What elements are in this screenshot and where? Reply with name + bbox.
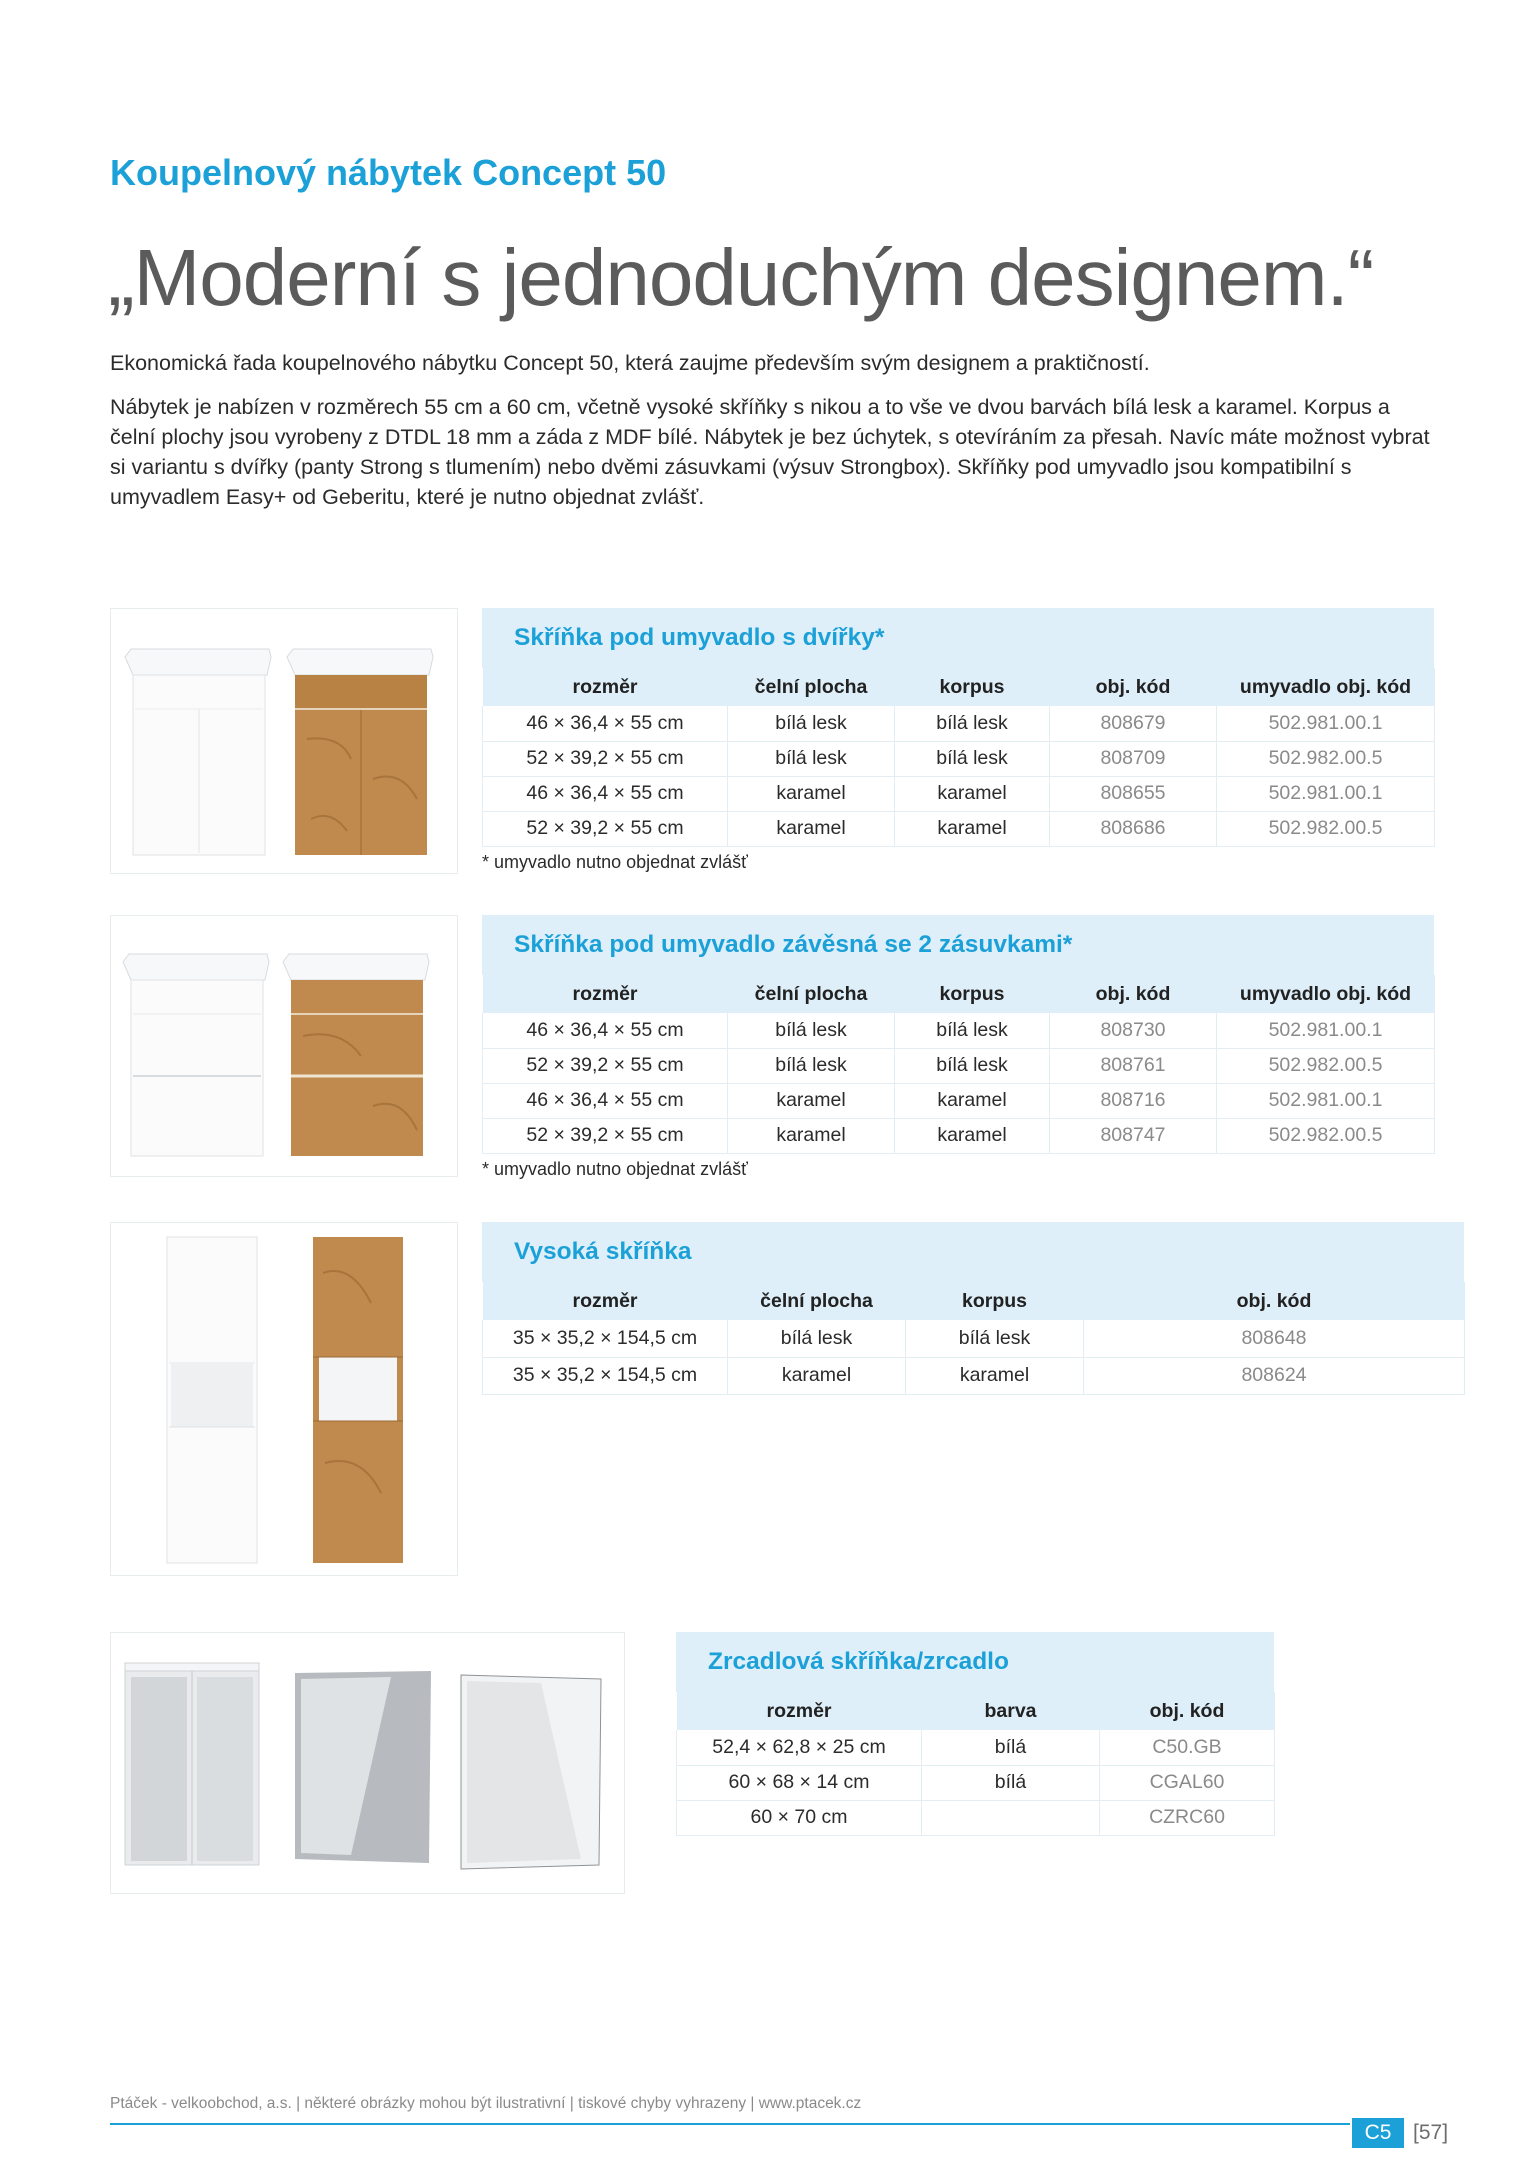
table-row (483, 1357, 1465, 1394)
column-headers (483, 1282, 1465, 1320)
table-mirrors (676, 1632, 1274, 1836)
column-header: rozměr (677, 1692, 922, 1730)
cell-body: bílá lesk (895, 1048, 1050, 1083)
cell-front: karamel (728, 1083, 895, 1118)
cell-size: 52 × 39,2 × 55 cm (483, 1118, 728, 1153)
column-header: obj. kód (1050, 975, 1217, 1013)
cell-basin-code: 502.981.00.1 (1217, 1013, 1435, 1048)
cell-order-code: 808747 (1050, 1118, 1217, 1153)
cell-basin-code: 502.981.00.1 (1217, 1083, 1435, 1118)
data-table (482, 975, 1435, 1154)
intro-text (110, 348, 1440, 526)
product-photo-mirrors (110, 1632, 625, 1894)
intro-paragraph-1: Ekonomická řada koupelnového nábytku Concept 50, která zaujme především svým designem a praktičností. (110, 351, 1150, 375)
cell-size: 46 × 36,4 × 55 cm (483, 776, 728, 811)
cell-body: karamel (895, 1118, 1050, 1153)
cell-order-code: CZRC60 (1100, 1800, 1275, 1835)
cell-front: karamel (728, 1118, 895, 1153)
cell-size: 52,4 × 62,8 × 25 cm (677, 1730, 922, 1765)
cell-order-code: 808686 (1050, 811, 1217, 846)
cell-order-code: 808761 (1050, 1048, 1217, 1083)
column-header: čelní plocha (728, 668, 895, 706)
table-title: Vysoká skříňka (514, 1238, 692, 1265)
footer-divider (110, 2123, 1350, 2125)
column-headers (483, 668, 1435, 706)
cell-front: bílá lesk (728, 1320, 906, 1357)
table-drawer-cabinets (482, 915, 1434, 1154)
table-row (483, 1320, 1465, 1357)
door-cabinet-illustration (111, 609, 459, 875)
cell-body: bílá lesk (906, 1320, 1084, 1357)
cell-body: karamel (895, 776, 1050, 811)
cell-front: bílá lesk (728, 741, 895, 776)
table-row (483, 1118, 1435, 1153)
column-header: barva (922, 1692, 1100, 1730)
cell-basin-code: 502.982.00.5 (1217, 1118, 1435, 1153)
column-header: korpus (895, 975, 1050, 1013)
product-photo-door-cabinets (110, 608, 458, 874)
table-title: Skříňka pod umyvadlo s dvířky* (514, 624, 885, 651)
cell-front: karamel (728, 776, 895, 811)
table-footnote: * umyvadlo nutno objednat zvlášť (482, 852, 748, 872)
section-tab: C5 (1352, 2118, 1404, 2148)
drawer-cabinet-illustration (111, 916, 459, 1178)
cell-order-code: 808679 (1050, 706, 1217, 741)
cell-front: bílá lesk (728, 1013, 895, 1048)
cell-front: karamel (728, 811, 895, 846)
cell-size: 52 × 39,2 × 55 cm (483, 741, 728, 776)
table-title: Skříňka pod umyvadlo závěsná se 2 zásuvkami* (514, 931, 1073, 958)
product-photo-drawer-cabinets (110, 915, 458, 1177)
cell-basin-code: 502.981.00.1 (1217, 776, 1435, 811)
column-header: obj. kód (1100, 1692, 1275, 1730)
column-header: korpus (895, 668, 1050, 706)
cell-body: karamel (906, 1357, 1084, 1394)
cell-size: 46 × 36,4 × 55 cm (483, 706, 728, 741)
column-header: umyvadlo obj. kód (1217, 975, 1435, 1013)
table-row (483, 741, 1435, 776)
cell-color (922, 1800, 1100, 1835)
cell-size: 46 × 36,4 × 55 cm (483, 1083, 728, 1118)
column-header: rozměr (483, 1282, 728, 1320)
cell-order-code: 808730 (1050, 1013, 1217, 1048)
cell-body: karamel (895, 1083, 1050, 1118)
cell-body: bílá lesk (895, 741, 1050, 776)
table-row (483, 1013, 1435, 1048)
column-header: rozměr (483, 975, 728, 1013)
cell-basin-code: 502.982.00.5 (1217, 741, 1435, 776)
table-header (676, 1632, 1274, 1692)
table-row (483, 811, 1435, 846)
table-title: Zrcadlová skříňka/zrcadlo (708, 1648, 1009, 1675)
cell-body: bílá lesk (895, 1013, 1050, 1048)
cell-front: karamel (728, 1357, 906, 1394)
table-door-cabinets (482, 608, 1434, 847)
data-table (482, 1282, 1465, 1395)
table-tall-cabinets (482, 1222, 1464, 1395)
cell-size: 60 × 68 × 14 cm (677, 1765, 922, 1800)
table-header (482, 1222, 1464, 1282)
page-number: [57] (1413, 2121, 1449, 2144)
cell-order-code: 808709 (1050, 741, 1217, 776)
tall-cabinet-illustration (111, 1223, 459, 1577)
cell-order-code: 808648 (1084, 1320, 1465, 1357)
cell-size: 35 × 35,2 × 154,5 cm (483, 1357, 728, 1394)
column-header: umyvadlo obj. kód (1217, 668, 1435, 706)
column-header: obj. kód (1084, 1282, 1465, 1320)
column-header: čelní plocha (728, 1282, 906, 1320)
column-headers (677, 1692, 1275, 1730)
column-header: čelní plocha (728, 975, 895, 1013)
data-table (482, 668, 1435, 847)
cell-size: 35 × 35,2 × 154,5 cm (483, 1320, 728, 1357)
table-row (677, 1800, 1275, 1835)
cell-order-code: CGAL60 (1100, 1765, 1275, 1800)
table-row (483, 776, 1435, 811)
table-row (677, 1765, 1275, 1800)
table-row (483, 1048, 1435, 1083)
table-header (482, 915, 1434, 975)
cell-basin-code: 502.982.00.5 (1217, 811, 1435, 846)
cell-body: karamel (895, 811, 1050, 846)
intro-paragraph-2: Nábytek je nabízen v rozměrech 55 cm a 60 cm, včetně vysoké skříňky s nikou a to vše ve dvou barvách bílá lesk a karamel. Korpus a čelní plochy jsou vyrobeny z DTDL 18 mm a záda z MDF bílé. Nábytek je bez úchytek, s otevíráním za přesah. Navíc máte možnost vybrat si variantu s dvířky (panty Strong s tlumením) nebo dvěmi zásuvkami (výsuv Strongbox). Skříňky pod umyvadlo jsou kompatibilní s umyvadlem Easy+ od Geberitu, které je nutno objednat zvlášť. (110, 395, 1430, 509)
table-row (483, 1083, 1435, 1118)
table-header (482, 608, 1434, 668)
cell-order-code: 808655 (1050, 776, 1217, 811)
data-table (676, 1692, 1275, 1836)
footer-text: Ptáček - velkoobchod, a.s. | některé obrázky mohou být ilustrativní | tiskové chyby vyhrazeny | www.ptacek.cz (110, 2095, 862, 2112)
cell-basin-code: 502.982.00.5 (1217, 1048, 1435, 1083)
table-footnote: * umyvadlo nutno objednat zvlášť (482, 1159, 748, 1179)
cell-size: 52 × 39,2 × 55 cm (483, 1048, 728, 1083)
product-photo-tall-cabinets (110, 1222, 458, 1576)
cell-basin-code: 502.981.00.1 (1217, 706, 1435, 741)
column-header: rozměr (483, 668, 728, 706)
cell-size: 46 × 36,4 × 55 cm (483, 1013, 728, 1048)
cell-order-code: C50.GB (1100, 1730, 1275, 1765)
cell-size: 52 × 39,2 × 55 cm (483, 811, 728, 846)
cell-body: bílá lesk (895, 706, 1050, 741)
mirror-illustration (111, 1633, 626, 1895)
cell-front: bílá lesk (728, 706, 895, 741)
column-header: korpus (906, 1282, 1084, 1320)
cell-order-code: 808716 (1050, 1083, 1217, 1118)
cell-color: bílá (922, 1765, 1100, 1800)
headline: „Moderní s jednoduchým designem.“ (108, 233, 1374, 322)
cell-order-code: 808624 (1084, 1357, 1465, 1394)
table-row (483, 706, 1435, 741)
table-row (677, 1730, 1275, 1765)
cell-front: bílá lesk (728, 1048, 895, 1083)
page-title: Koupelnový nábytek Concept 50 (110, 152, 667, 193)
column-header: obj. kód (1050, 668, 1217, 706)
cell-size: 60 × 70 cm (677, 1800, 922, 1835)
cell-color: bílá (922, 1730, 1100, 1765)
column-headers (483, 975, 1435, 1013)
